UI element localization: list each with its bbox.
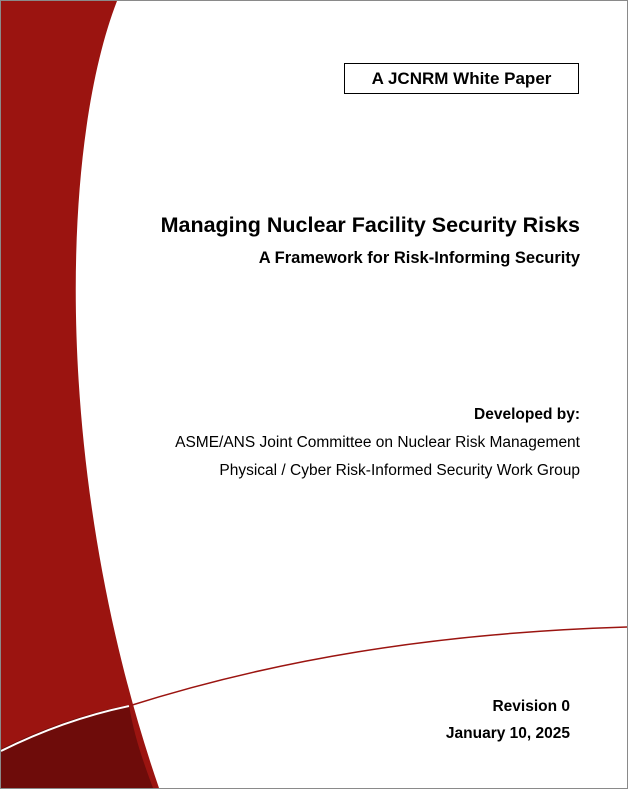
white-paper-badge: A JCNRM White Paper — [344, 63, 579, 94]
red-swoosh-graphic — [1, 1, 627, 788]
developer-committee: ASME/ANS Joint Committee on Nuclear Risk Management — [175, 434, 580, 451]
thin-red-curve-line — [129, 627, 627, 706]
document-title: Managing Nuclear Facility Security Risks — [160, 213, 580, 237]
developer-work-group: Physical / Cyber Risk-Informed Security Work Group — [219, 462, 580, 479]
publication-date: January 10, 2025 — [445, 725, 570, 742]
red-crescent-shape — [1, 1, 159, 788]
developed-by-label: Developed by: — [474, 406, 580, 423]
document-subtitle: A Framework for Risk-Informing Security — [258, 249, 580, 267]
revision-number: Revision 0 — [492, 698, 570, 715]
